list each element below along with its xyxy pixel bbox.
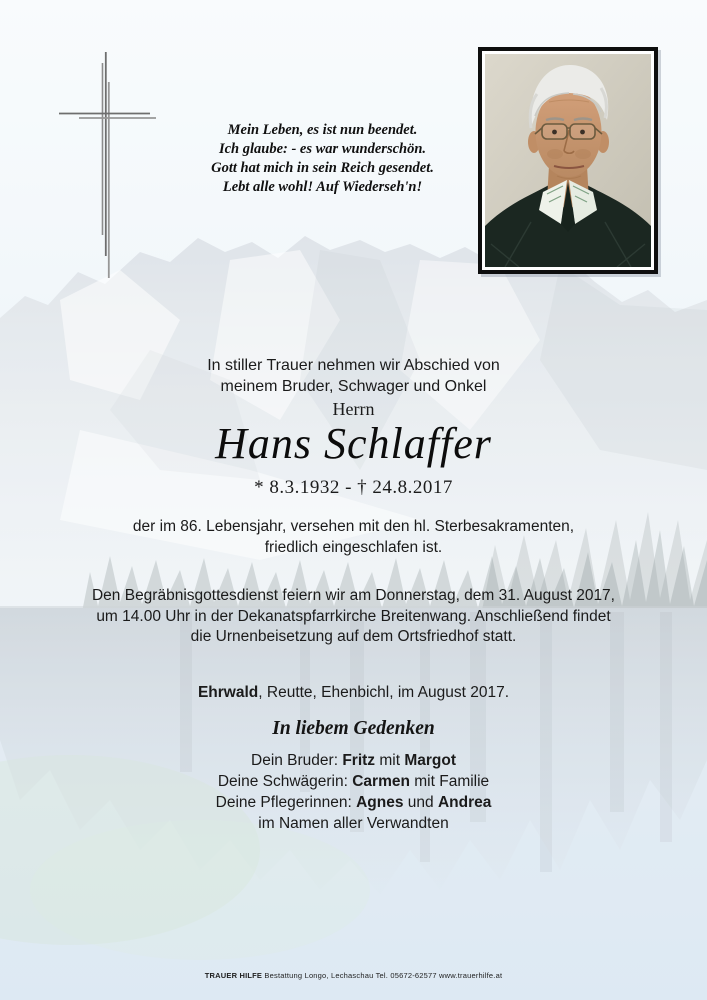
family-line-caregivers — [0, 792, 707, 813]
plain-text: Dein Bruder: — [251, 752, 343, 769]
birth-death-dates: * 8.3.1932 - † 24.8.2017 — [254, 477, 453, 498]
mourning-announcement — [0, 355, 707, 397]
plain-text: und — [403, 794, 438, 811]
emphasized-text: Andrea — [437, 794, 492, 811]
family-line-brother — [0, 750, 707, 771]
text-line: um 14.00 Uhr in der Dekanatspfarrkirche Breitenwang. Anschließend findet — [96, 607, 611, 625]
emphasized-text: TRAUER HILFE — [204, 971, 263, 980]
text-line: In stiller Trauer nehmen wir Abschied von — [207, 357, 500, 374]
text-line: der im 86. Lebensjahr, versehen mit den hl. Sterbesakramenten, — [132, 518, 575, 535]
plain-text: Bestattung Longo, Lechaschau Tel. 05672-62577 www.trauerhilfe.at — [262, 971, 503, 980]
text-line: Mein Leben, es ist nun beendet. — [227, 122, 418, 138]
text-line: Gott hat mich in sein Reich gesendet. — [211, 160, 434, 176]
text-line: Lebt alle wohl! Auf Wiederseh'n! — [222, 179, 423, 195]
text-line: Den Begräbnisgottesdienst feiern wir am Donnerstag, dem 31. August 2017, — [91, 587, 615, 604]
plain-text: im Namen aller Verwandten — [258, 815, 449, 832]
salutation: Herrn — [332, 399, 375, 419]
farewell-poem — [0, 121, 645, 197]
plain-text: , Reutte, Ehenbichl, im August 2017. — [258, 684, 510, 701]
places-and-date-line — [0, 684, 707, 702]
emphasized-text: Carmen — [352, 773, 410, 790]
memorial-phrase: In liebem Gedenken — [272, 718, 435, 739]
funeral-service-details — [0, 586, 707, 648]
text-line: Ich glaube: - es war wunderschön. — [218, 141, 427, 157]
text-line: meinem Bruder, Schwager und Onkel — [220, 378, 487, 395]
mourning-family-list — [0, 750, 707, 834]
family-line-relatives — [0, 813, 707, 834]
emphasized-text: Ehrwald — [197, 684, 259, 701]
emphasized-text: Fritz — [342, 752, 376, 769]
text-line: die Urnenbeisetzung auf dem Ortsfriedhof statt. — [190, 628, 517, 645]
plain-text: mit Familie — [409, 773, 490, 790]
emphasized-text: Agnes — [356, 794, 404, 811]
plain-text: Deine Pflegerinnen: — [215, 794, 357, 811]
text-line: friedlich eingeschlafen ist. — [264, 538, 443, 556]
plain-text: mit — [375, 752, 405, 769]
emphasized-text: Margot — [404, 752, 456, 769]
family-line-sister-in-law — [0, 771, 707, 792]
funeral-home-footer — [0, 971, 707, 980]
passing-details — [0, 517, 707, 558]
deceased-name: Hans Schlaffer — [215, 419, 492, 468]
plain-text: Deine Schwägerin: — [217, 773, 353, 790]
